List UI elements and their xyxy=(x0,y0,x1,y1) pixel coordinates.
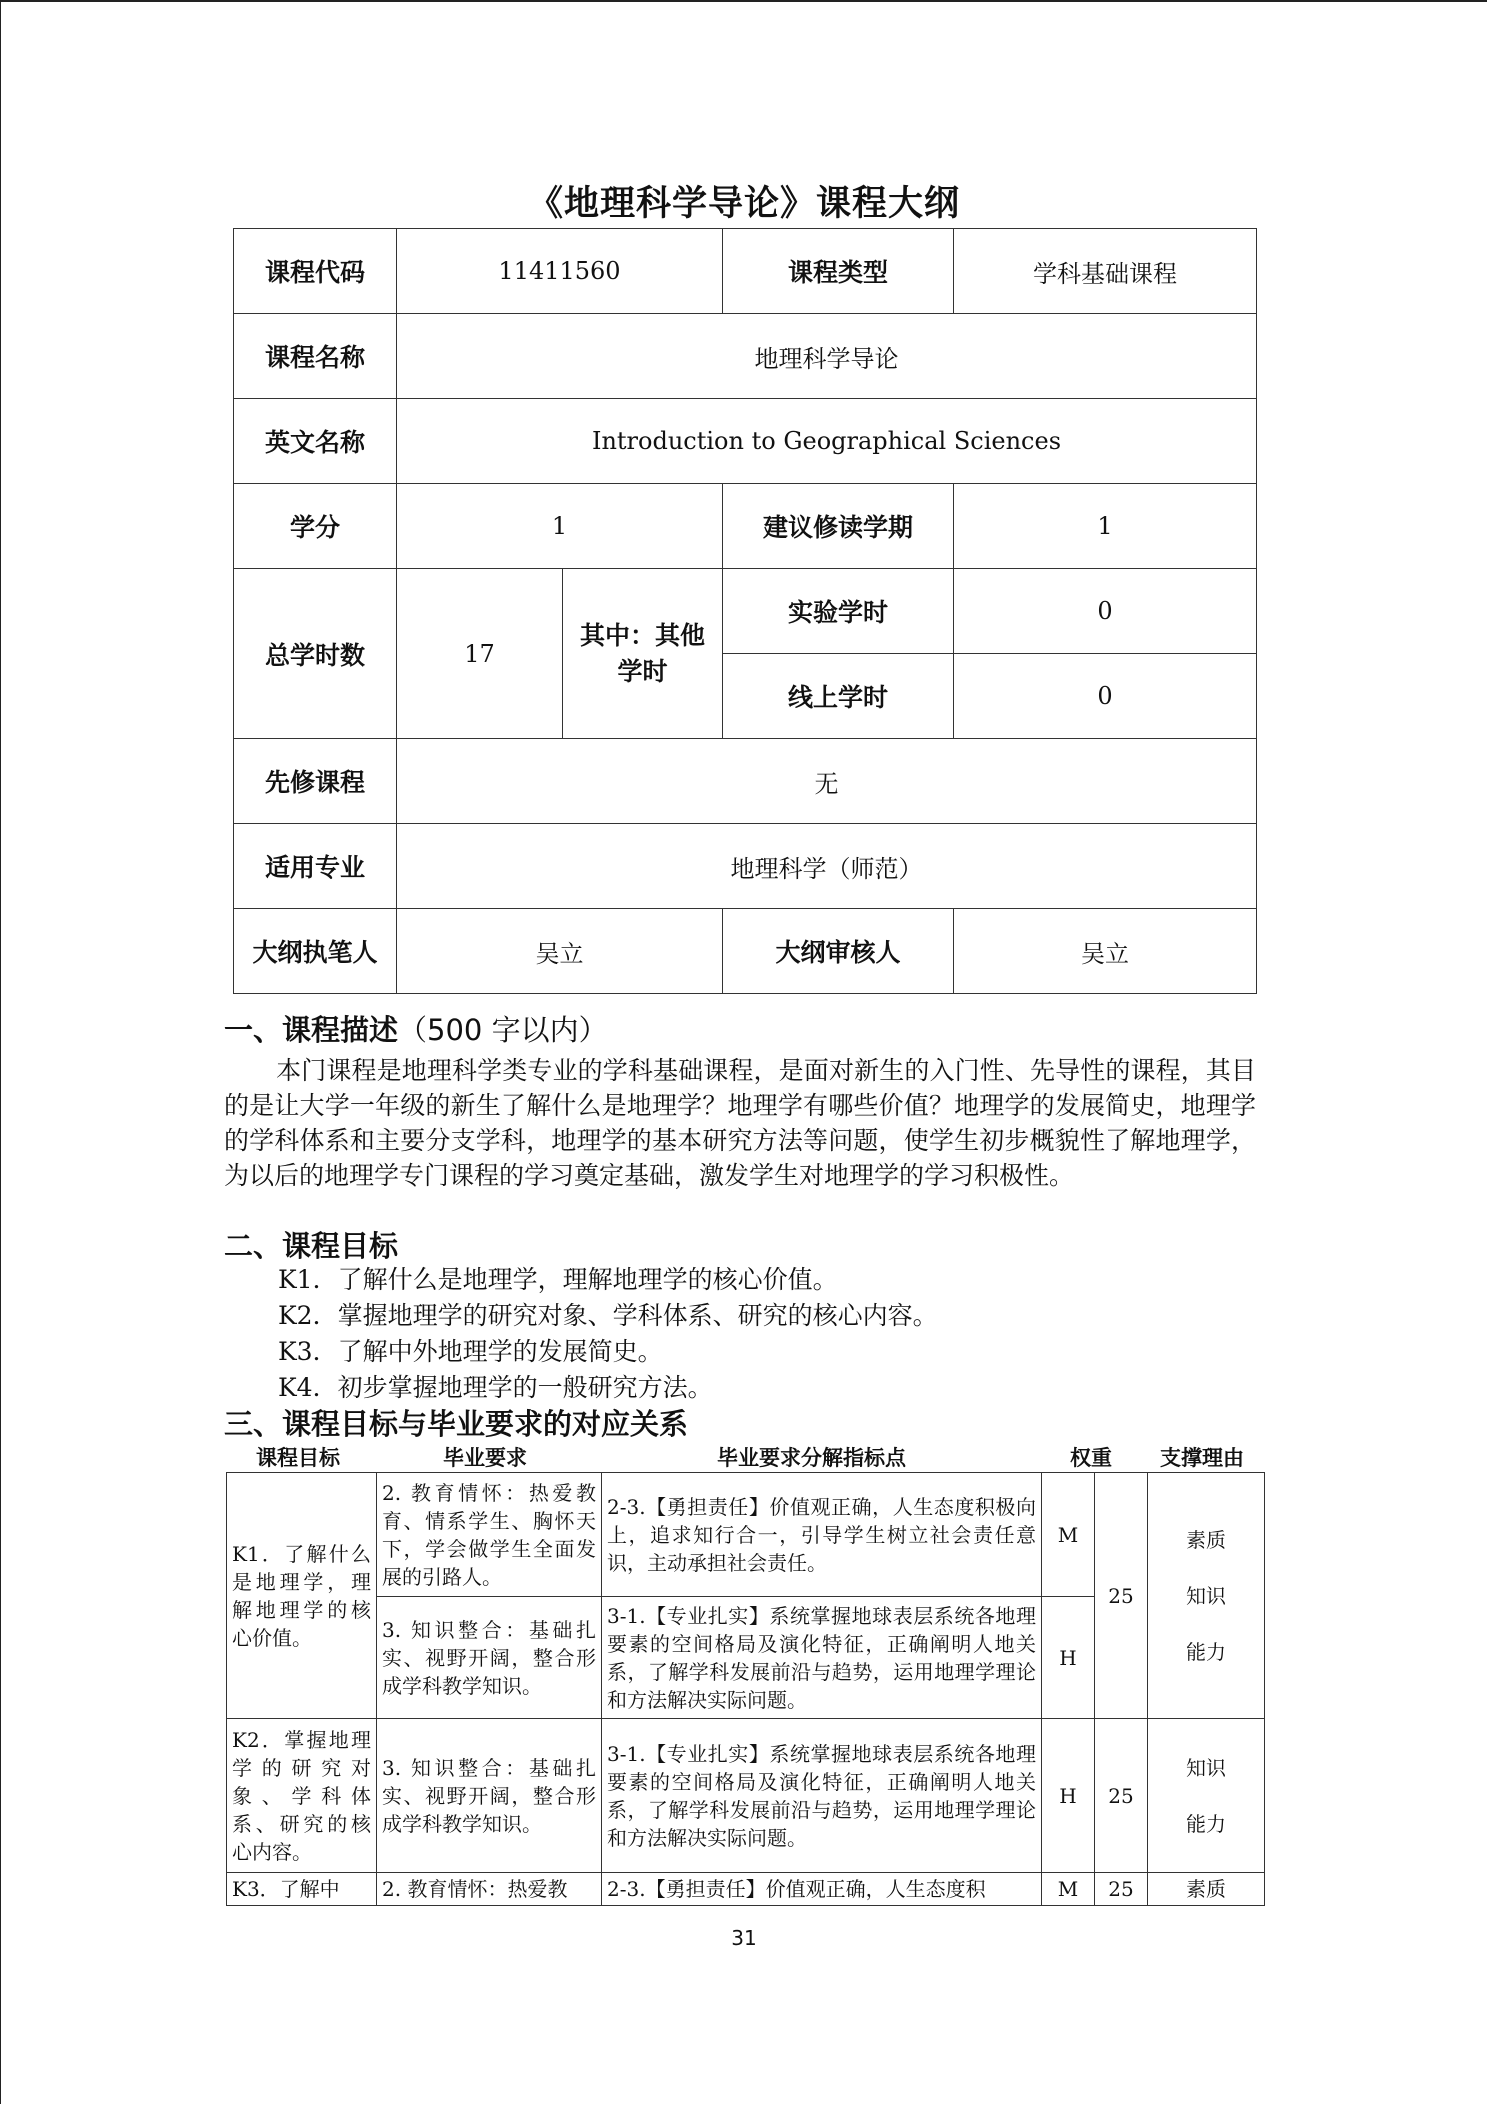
k2-reasons xyxy=(1148,1719,1265,1873)
reason-item: 知识 xyxy=(1186,1755,1226,1780)
course-info-table xyxy=(233,228,1257,994)
course-description-text: 本门课程是地理科学类专业的学科基础课程，是面对新生的入门性、先导性的课程，其目的是让大学一年级的新生了解什么是地理学？地理学有哪些价值？地理学的发展简史，地理学的学科体系和主要分支学科，地理学的基本研究方法等问题，使学生初步概貌性了解地理学，为以后的地理学专门课程的学习奠定基础，激发学生对地理学的学习积极性。 xyxy=(224,1056,1256,1190)
k3-indicator: 2-3.【勇担责任】价值观正确，人生态度积 xyxy=(602,1873,1042,1906)
page-number: 31 xyxy=(731,1926,757,1950)
k2-goal-cell: K2．掌握地理学的研究对象、学科体系、研究的核心内容。 xyxy=(227,1719,377,1873)
k1-weight: 25 xyxy=(1095,1473,1148,1719)
section-1-note: （500 字以内） xyxy=(398,1013,608,1047)
goal-k2: K2．掌握地理学的研究对象、学科体系、研究的核心内容。 xyxy=(278,1301,938,1330)
major-label: 适用专业 xyxy=(234,824,397,909)
goal-k4: K4．初步掌握地理学的一般研究方法。 xyxy=(278,1373,713,1402)
online-hours-value: 0 xyxy=(954,654,1257,739)
course-name-value: 地理科学导论 xyxy=(397,314,1257,399)
col-header-indicator: 毕业要求分解指标点 xyxy=(717,1446,906,1470)
prerequisite-label: 先修课程 xyxy=(234,739,397,824)
col-header-goal: 课程目标 xyxy=(256,1446,340,1470)
other-hours-label: 其中：其他学时 xyxy=(563,569,723,739)
course-name-label: 课程名称 xyxy=(234,314,397,399)
k1-level-a: M xyxy=(1042,1473,1095,1597)
major-value: 地理科学（师范） xyxy=(397,824,1257,909)
term-value: 1 xyxy=(954,484,1257,569)
k3-requirement: 2. 教育情怀：热爱教 xyxy=(377,1873,602,1906)
reviewer-label: 大纲审核人 xyxy=(723,909,954,994)
section-1-title: 一、课程描述 xyxy=(224,1013,399,1047)
course-type-label: 课程类型 xyxy=(723,229,954,314)
mapping-table xyxy=(226,1472,1265,1906)
credit-value: 1 xyxy=(397,484,723,569)
credit-label: 学分 xyxy=(234,484,397,569)
k3-reason: 素质 xyxy=(1148,1873,1265,1906)
info-row xyxy=(234,229,1257,314)
k3-level: M xyxy=(1042,1873,1095,1906)
term-label: 建议修读学期 xyxy=(723,484,954,569)
k1-reasons xyxy=(1148,1473,1265,1719)
k1-level-b: H xyxy=(1042,1597,1095,1719)
section-3-title: 三、课程目标与毕业要求的对应关系 xyxy=(224,1407,689,1441)
lab-hours-label: 实验学时 xyxy=(723,569,954,654)
goal-k3: K3．了解中外地理学的发展简史。 xyxy=(278,1337,663,1366)
k3-goal-cell: K3．了解中 xyxy=(227,1873,377,1906)
author-value: 吴立 xyxy=(397,909,723,994)
k1-indicator-a: 2-3.【勇担责任】价值观正确，人生态度积极向上，追求知行合一，引导学生树立社会责任意识，主动承担社会责任。 xyxy=(602,1473,1042,1597)
k1-requirement-a: 2. 教育情怀：热爱教育、情系学生、胸怀天下，学会做学生全面发展的引路人。 xyxy=(377,1473,602,1597)
k2-weight: 25 xyxy=(1095,1719,1148,1873)
col-header-requirement: 毕业要求 xyxy=(443,1446,527,1470)
reason-item: 能力 xyxy=(1186,1639,1226,1664)
col-header-reason: 支撑理由 xyxy=(1160,1446,1244,1470)
course-code-value: 11411560 xyxy=(397,229,723,314)
section-2-title: 二、课程目标 xyxy=(224,1229,399,1263)
english-name-label: 英文名称 xyxy=(234,399,397,484)
info-row xyxy=(234,314,1257,399)
info-row xyxy=(234,824,1257,909)
prerequisite-value: 无 xyxy=(397,739,1257,824)
info-row xyxy=(234,399,1257,484)
col-header-weight: 权重 xyxy=(1070,1446,1112,1470)
author-label: 大纲执笔人 xyxy=(234,909,397,994)
reason-item: 能力 xyxy=(1186,1811,1226,1836)
k3-weight: 25 xyxy=(1095,1873,1148,1906)
reason-item: 知识 xyxy=(1186,1583,1226,1608)
info-row xyxy=(234,484,1257,569)
course-code-label: 课程代码 xyxy=(234,229,397,314)
course-type-value: 学科基础课程 xyxy=(954,229,1257,314)
k1-requirement-b: 3. 知识整合：基础扎实、视野开阔，整合形成学科教学知识。 xyxy=(377,1597,602,1719)
k1-indicator-b: 3-1.【专业扎实】系统掌握地球表层系统各地理要素的空间格局及演化特征，正确阐明人地关系，了解学科发展前沿与趋势，运用地理学理论和方法解决实际问题。 xyxy=(602,1597,1042,1719)
document-title: 《地理科学导论》课程大纲 xyxy=(527,184,960,224)
table-row xyxy=(227,1473,1265,1597)
info-row xyxy=(234,909,1257,994)
reason-item: 素质 xyxy=(1186,1527,1226,1552)
k2-indicator: 3-1.【专业扎实】系统掌握地球表层系统各地理要素的空间格局及演化特征，正确阐明人地关系，了解学科发展前沿与趋势，运用地理学理论和方法解决实际问题。 xyxy=(602,1719,1042,1873)
online-hours-label: 线上学时 xyxy=(723,654,954,739)
english-name-value: Introduction to Geographical Sciences xyxy=(397,399,1257,484)
info-row xyxy=(234,739,1257,824)
table-row xyxy=(227,1719,1265,1873)
section-1-heading xyxy=(224,1008,608,1049)
goal-k1: K1．了解什么是地理学，理解地理学的核心价值。 xyxy=(278,1265,838,1294)
k2-requirement: 3. 知识整合：基础扎实、视野开阔，整合形成学科教学知识。 xyxy=(377,1719,602,1873)
info-row xyxy=(234,569,1257,654)
reviewer-value: 吴立 xyxy=(954,909,1257,994)
k1-goal-cell: K1．了解什么是地理学，理解地理学的核心价值。 xyxy=(227,1473,377,1719)
total-hours-value: 17 xyxy=(397,569,563,739)
k2-level: H xyxy=(1042,1719,1095,1873)
course-description xyxy=(224,1053,1256,1193)
table-row xyxy=(227,1873,1265,1906)
total-hours-label: 总学时数 xyxy=(234,569,397,739)
lab-hours-value: 0 xyxy=(954,569,1257,654)
